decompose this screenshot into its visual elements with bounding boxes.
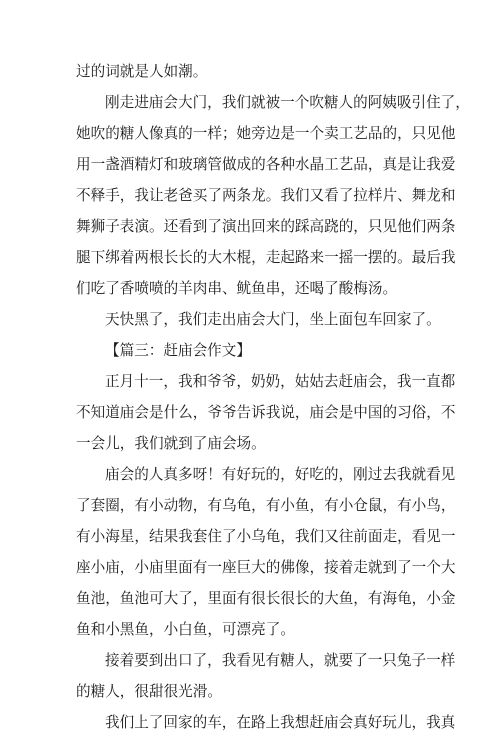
paragraph — [76, 366, 456, 459]
text-line: 舞狮子表演。还看到了演出回来的踩高跷的，只见他们两条 — [76, 218, 456, 235]
heading-text: 【篇三：赶庙会作文】 — [105, 342, 251, 359]
text-line: 刚走进庙会大门，我们就被一个吹糖人的阿姨吸引住了， — [105, 94, 470, 111]
text-line: 的糖人，很甜很光滑。 — [76, 683, 222, 700]
text-line: 们吃了香喷喷的羊肉串、鱿鱼串，还喝了酸梅汤。 — [76, 280, 398, 297]
text-line: 庙会的人真多呀！有好玩的，好吃的，刚过去我就看见 — [105, 466, 456, 483]
text-line: 鱼池，鱼池可大了，里面有很长很长的大鱼，有海龟，小金 — [76, 590, 456, 607]
paragraph — [76, 645, 456, 707]
text-line: 不释手，我让老爸买了两条龙。我们又看了拉样片、舞龙和 — [76, 187, 456, 204]
text-line: 她吹的糖人像真的一样；她旁边是一个卖工艺品的，只见他 — [76, 125, 456, 142]
text-line: 不知道庙会是什么，爷爷告诉我说，庙会是中国的习俗，不 — [76, 404, 456, 421]
paragraph — [76, 304, 441, 335]
text-line: 正月十一，我和爷爷，奶奶，姑姑去赶庙会，我一直都 — [105, 373, 456, 390]
paragraph — [76, 56, 426, 87]
text-line: 一会儿，我们就到了庙会场。 — [76, 435, 266, 452]
text-line: 接着要到出口了，我看见有糖人，就要了一只兔子一样 — [105, 652, 456, 669]
paragraph — [76, 707, 456, 738]
text-line: 天快黑了，我们走出庙会大门，坐上面包车回家了。 — [105, 311, 441, 328]
text-line: 有小海星，结果我套住了小乌龟，我们又往前面走，看见一 — [76, 528, 456, 545]
text-line: 过的词就是人如潮。 — [76, 63, 208, 80]
text-line: 了套圈，有小动物，有乌龟，有小鱼，有小仓鼠，有小鸟， — [76, 497, 456, 514]
text-line: 用一盏酒精灯和玻璃管做成的各种水晶工艺品，真是让我爱 — [76, 156, 456, 173]
text-line: 腿下绑着两根长长的大木棍，走起路来一摇一摆的。最后我 — [76, 249, 456, 266]
text-line: 我们上了回家的车，在路上我想赶庙会真好玩儿，我真 — [105, 714, 456, 731]
paragraph — [76, 87, 470, 304]
paragraph — [76, 459, 456, 645]
section-heading — [76, 335, 426, 366]
text-line: 鱼和小黑鱼，小白鱼，可漂亮了。 — [76, 621, 295, 638]
text-line: 座小庙，小庙里面有一座巨大的佛像，接着走就到了一个大 — [76, 559, 456, 576]
document-page — [76, 56, 470, 738]
